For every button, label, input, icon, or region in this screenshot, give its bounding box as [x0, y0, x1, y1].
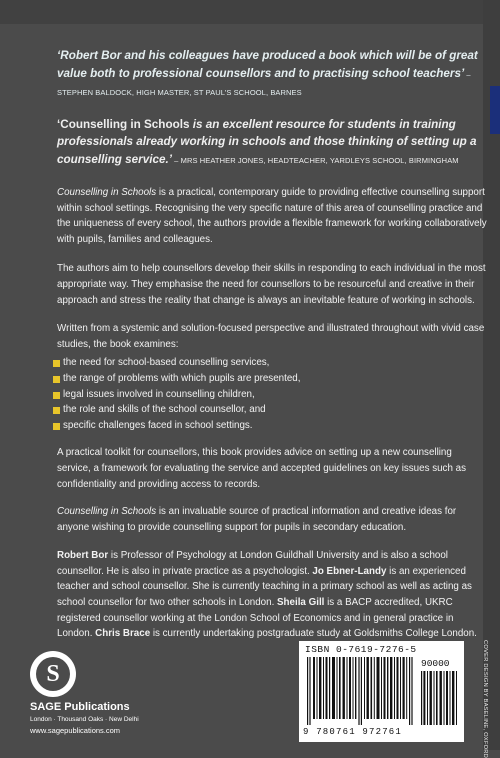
author-bios	[57, 548, 487, 642]
isbn-number: ISBN 0-7619-7276-5	[305, 644, 417, 655]
endorsement-quote-1	[57, 47, 487, 102]
description-paragraph-1	[57, 185, 487, 247]
list-item-text: the role and skills of the school counsellor, and	[63, 404, 266, 416]
author-name: Robert Bor	[57, 550, 109, 562]
publisher-url: www.sagepublications.com	[30, 726, 121, 735]
quote-2-text: is an excellent resource for students in training professionals already working in schools and those thinking of setting up a counselling service.’	[57, 117, 477, 166]
bullet-square-icon	[53, 360, 60, 367]
isbn-barcode	[299, 641, 464, 742]
author-bio-text: is an experienced teacher and school counsellor. She is currently teaching in a primary school as well as acting as school counsellor for two other schools in London.	[57, 565, 472, 609]
bullet-square-icon	[53, 407, 60, 414]
book-title-italic: Counselling in Schools	[57, 187, 157, 198]
list-item	[57, 355, 487, 371]
list-item	[57, 371, 487, 387]
cover-design-credit	[482, 640, 498, 758]
sage-logo-icon	[30, 651, 76, 697]
top-band	[0, 0, 500, 24]
author-bio-text: is Professor of Psychology at London Guildhall University and is also a school counsellor. He is also in private practice as a psychologist.	[57, 550, 448, 577]
quote-1-text: ‘Robert Bor and his colleagues have produced a book which will be of great value both to professional counsellors and to practising school teachers’	[57, 49, 478, 80]
description-paragraph-4: A practical toolkit for counsellors, this book provides advice on setting up a new counselling service, a framework for evaluating the service and accepted guidelines on key issues such as confidentiality and providing access to records.	[57, 447, 466, 490]
author-name: Chris Brace	[95, 628, 151, 640]
cover-text	[57, 47, 487, 642]
list-item-text: specific challenges faced in school settings.	[63, 419, 253, 431]
quote-2-attribution: – MRS HEATHER JONES, HEADTEACHER, YARDLEYS SCHOOL, BIRMINGHAM	[171, 155, 459, 165]
bullet-square-icon	[53, 376, 60, 383]
cover-design-credit-text: COVER DESIGN BY BASELINE, OXFORD	[482, 640, 488, 758]
accent-bar	[490, 86, 500, 134]
quote-2-lead: ‘Counselling in Schools	[57, 117, 190, 131]
list-item	[57, 418, 487, 434]
ean-number: 9 780761 972761	[303, 727, 403, 737]
author-name: Sheila Gill	[277, 597, 325, 609]
author-name: Jo Ebner-Landy	[312, 565, 387, 577]
publisher-name: SAGE Publications	[30, 701, 130, 713]
description-paragraph-3: Written from a systemic and solution-focused perspective and illustrated throughout with vivid case studies, the book examines:	[57, 323, 485, 350]
list-item-text: the range of problems with which pupils are presented,	[63, 372, 301, 384]
book-title-italic: Counselling in Schools	[57, 506, 157, 518]
author-bio-text: is currently undertaking postgraduate study at Goldsmiths College London.	[150, 628, 477, 640]
description-paragraph-2: The authors aim to help counsellors develop their skills in responding to each individual in the most appropriate way. They emphasise the need for counsellors to be resourceful and creative in their approach and stress the reality that change is always an inevitable feature of working in schools.	[57, 263, 486, 306]
quote-1-attribution: – STEPHEN BALDOCK, HIGH MASTER, ST PAUL’S SCHOOL, BARNES	[57, 69, 471, 97]
price-code: 90000	[421, 658, 450, 669]
paragraph-5-text: is an invaluable source of practical information and creative ideas for anyone wishing to provide counselling support for pupils in secondary education.	[57, 506, 457, 533]
description-paragraph-5	[57, 504, 487, 535]
list-item	[57, 402, 487, 418]
endorsement-quote-2	[57, 116, 487, 170]
publisher-block	[30, 701, 139, 735]
bullet-square-icon	[53, 423, 60, 430]
bullet-square-icon	[53, 392, 60, 399]
author-bio-text: is a BACP accredited, UKRC registered counsellor working at the London School of Economics and in general practice in London.	[57, 597, 454, 640]
paragraph-1-text: is a practical, contemporary guide to providing effective counselling support within school settings. Recognising the very specific nature of this area of counselling practice and the uniqueness of every school, the authors provide a flexible framework for working collaboratively with pupils, families and colleagues.	[57, 187, 487, 245]
ean-barcode-bars	[305, 657, 415, 725]
publisher-cities: London · Thousand Oaks · New Delhi	[30, 716, 139, 723]
logo-letter: S	[36, 657, 70, 691]
topics-list	[57, 355, 487, 433]
list-item	[57, 387, 487, 403]
price-barcode-bars	[421, 671, 459, 725]
list-item-text: legal issues involved in counselling children,	[63, 388, 255, 400]
list-item-text: the need for school-based counselling services,	[63, 357, 270, 369]
